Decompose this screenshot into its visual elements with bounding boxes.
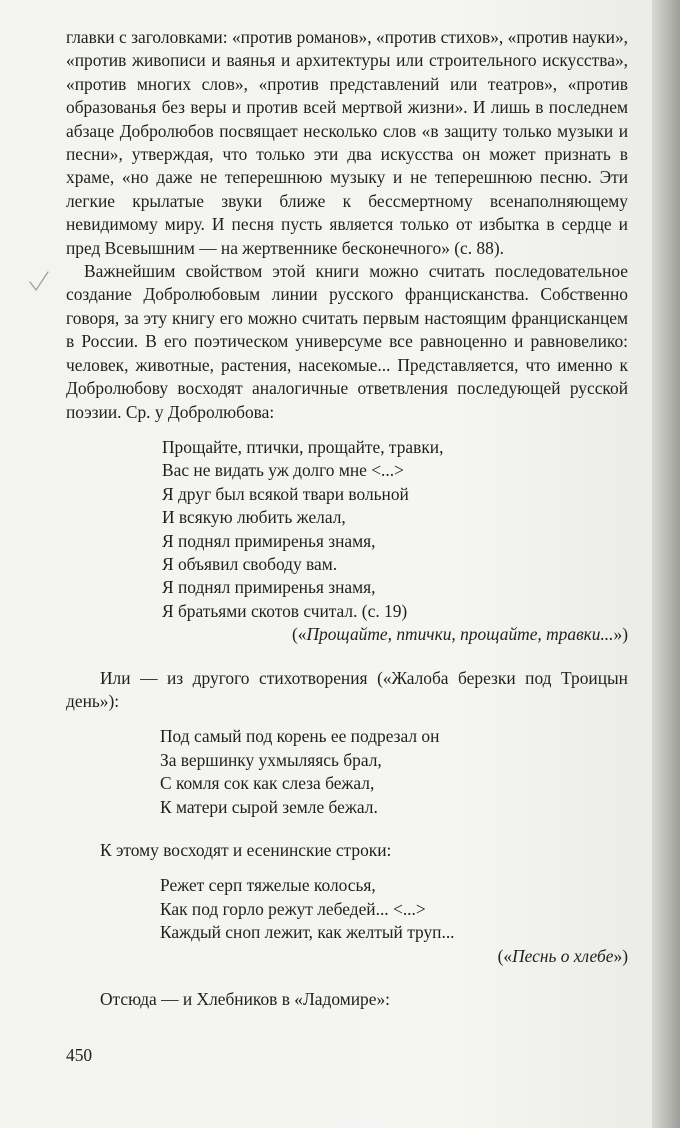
poem-line: Я поднял примиренья знамя, bbox=[162, 577, 376, 598]
poem-line: К матери сырой земле бежал. bbox=[160, 796, 378, 817]
poem-line: Режет серп тяжелые колосья, bbox=[160, 875, 376, 896]
poem-line: Под самый под корень ее подрезал он bbox=[160, 726, 440, 747]
paragraph-5: Отсюда — и Хлебников в «Ладомире»: bbox=[100, 989, 390, 1010]
poem-line: Вас не видать уж долго мне <...> bbox=[162, 460, 404, 481]
poem-line: Я поднял примиренья знамя, bbox=[162, 530, 376, 551]
paragraph-3: Или — из другого стихотворения («Жалоба березки под Троицын день»): bbox=[66, 667, 628, 711]
paragraph-2: Важнейшим свойством этой книги можно считать последовательное создание Добролюбовым линии русского францисканства. Собственно говоря, за эту книгу его можно считать первым настоящим францисканцем в России. В его поэтическом универсуме все равноценно и равновелико: человек, животные, растения, насекомые... Представляется, что именно к Добролюбову восходят аналогичные ответвления последующей русской поэзии. Ср. у Добролюбова: bbox=[66, 261, 628, 422]
poem-yesenin bbox=[66, 874, 628, 944]
poem-attribution-2: («Песнь о хлебе») bbox=[497, 945, 628, 966]
poem-line: С комля сок как слеза бежал, bbox=[160, 773, 375, 794]
page-text bbox=[66, 26, 628, 1011]
book-spine-shadow bbox=[652, 0, 680, 1128]
page-number: 450 bbox=[66, 1045, 93, 1065]
paragraph-4: К этому восходят и есенинские строки: bbox=[100, 840, 392, 860]
poem-attribution-1: («Прощайте, птички, прощайте, травки...») bbox=[291, 624, 628, 645]
poem-birch-complaint bbox=[66, 725, 628, 819]
pencil-check-mark-icon bbox=[28, 270, 50, 294]
poem-dobrolyubov-farewell bbox=[66, 436, 628, 623]
poem-line: Каждый сноп лежит, как желтый труп... bbox=[160, 922, 455, 943]
poem-line: Прощайте, птички, прощайте, травки, bbox=[162, 436, 444, 457]
poem-line: Я братьями скотов считал. (с. 19) bbox=[162, 600, 408, 621]
poem-line: Как под горло режут лебедей... <...> bbox=[160, 898, 426, 919]
poem-line: Я объявил свободу вам. bbox=[162, 553, 338, 574]
poem-line: И всякую любить желал, bbox=[162, 507, 346, 528]
paragraph-1: главки с заголовками: «против романов», «против стихов», «против науки», «против живописи и ваянья и архитектуры или строительного искусства», «против многих слов», «против представлений или театров», «против образованья без веры и против всей мертвой жизни». И лишь в последнем абзаце Добролюбов посвящает несколько слов «в защиту только музыки и песни», утверждая, что только эти два искусства он может признать в храме, «но даже не теперешнюю музыку и не теперешнюю песню. Эти легкие крылатые звуки ближе к бессмертному всенаполняющему невидимому миру. И песня пусть является только от избытка в сердце и пред Всевышним — на жертвеннике бесконечного» (с. 88). bbox=[66, 27, 628, 258]
poem-line: Я друг был всякой твари вольной bbox=[162, 483, 409, 504]
poem-line: За вершинку ухмыляясь брал, bbox=[160, 749, 382, 770]
